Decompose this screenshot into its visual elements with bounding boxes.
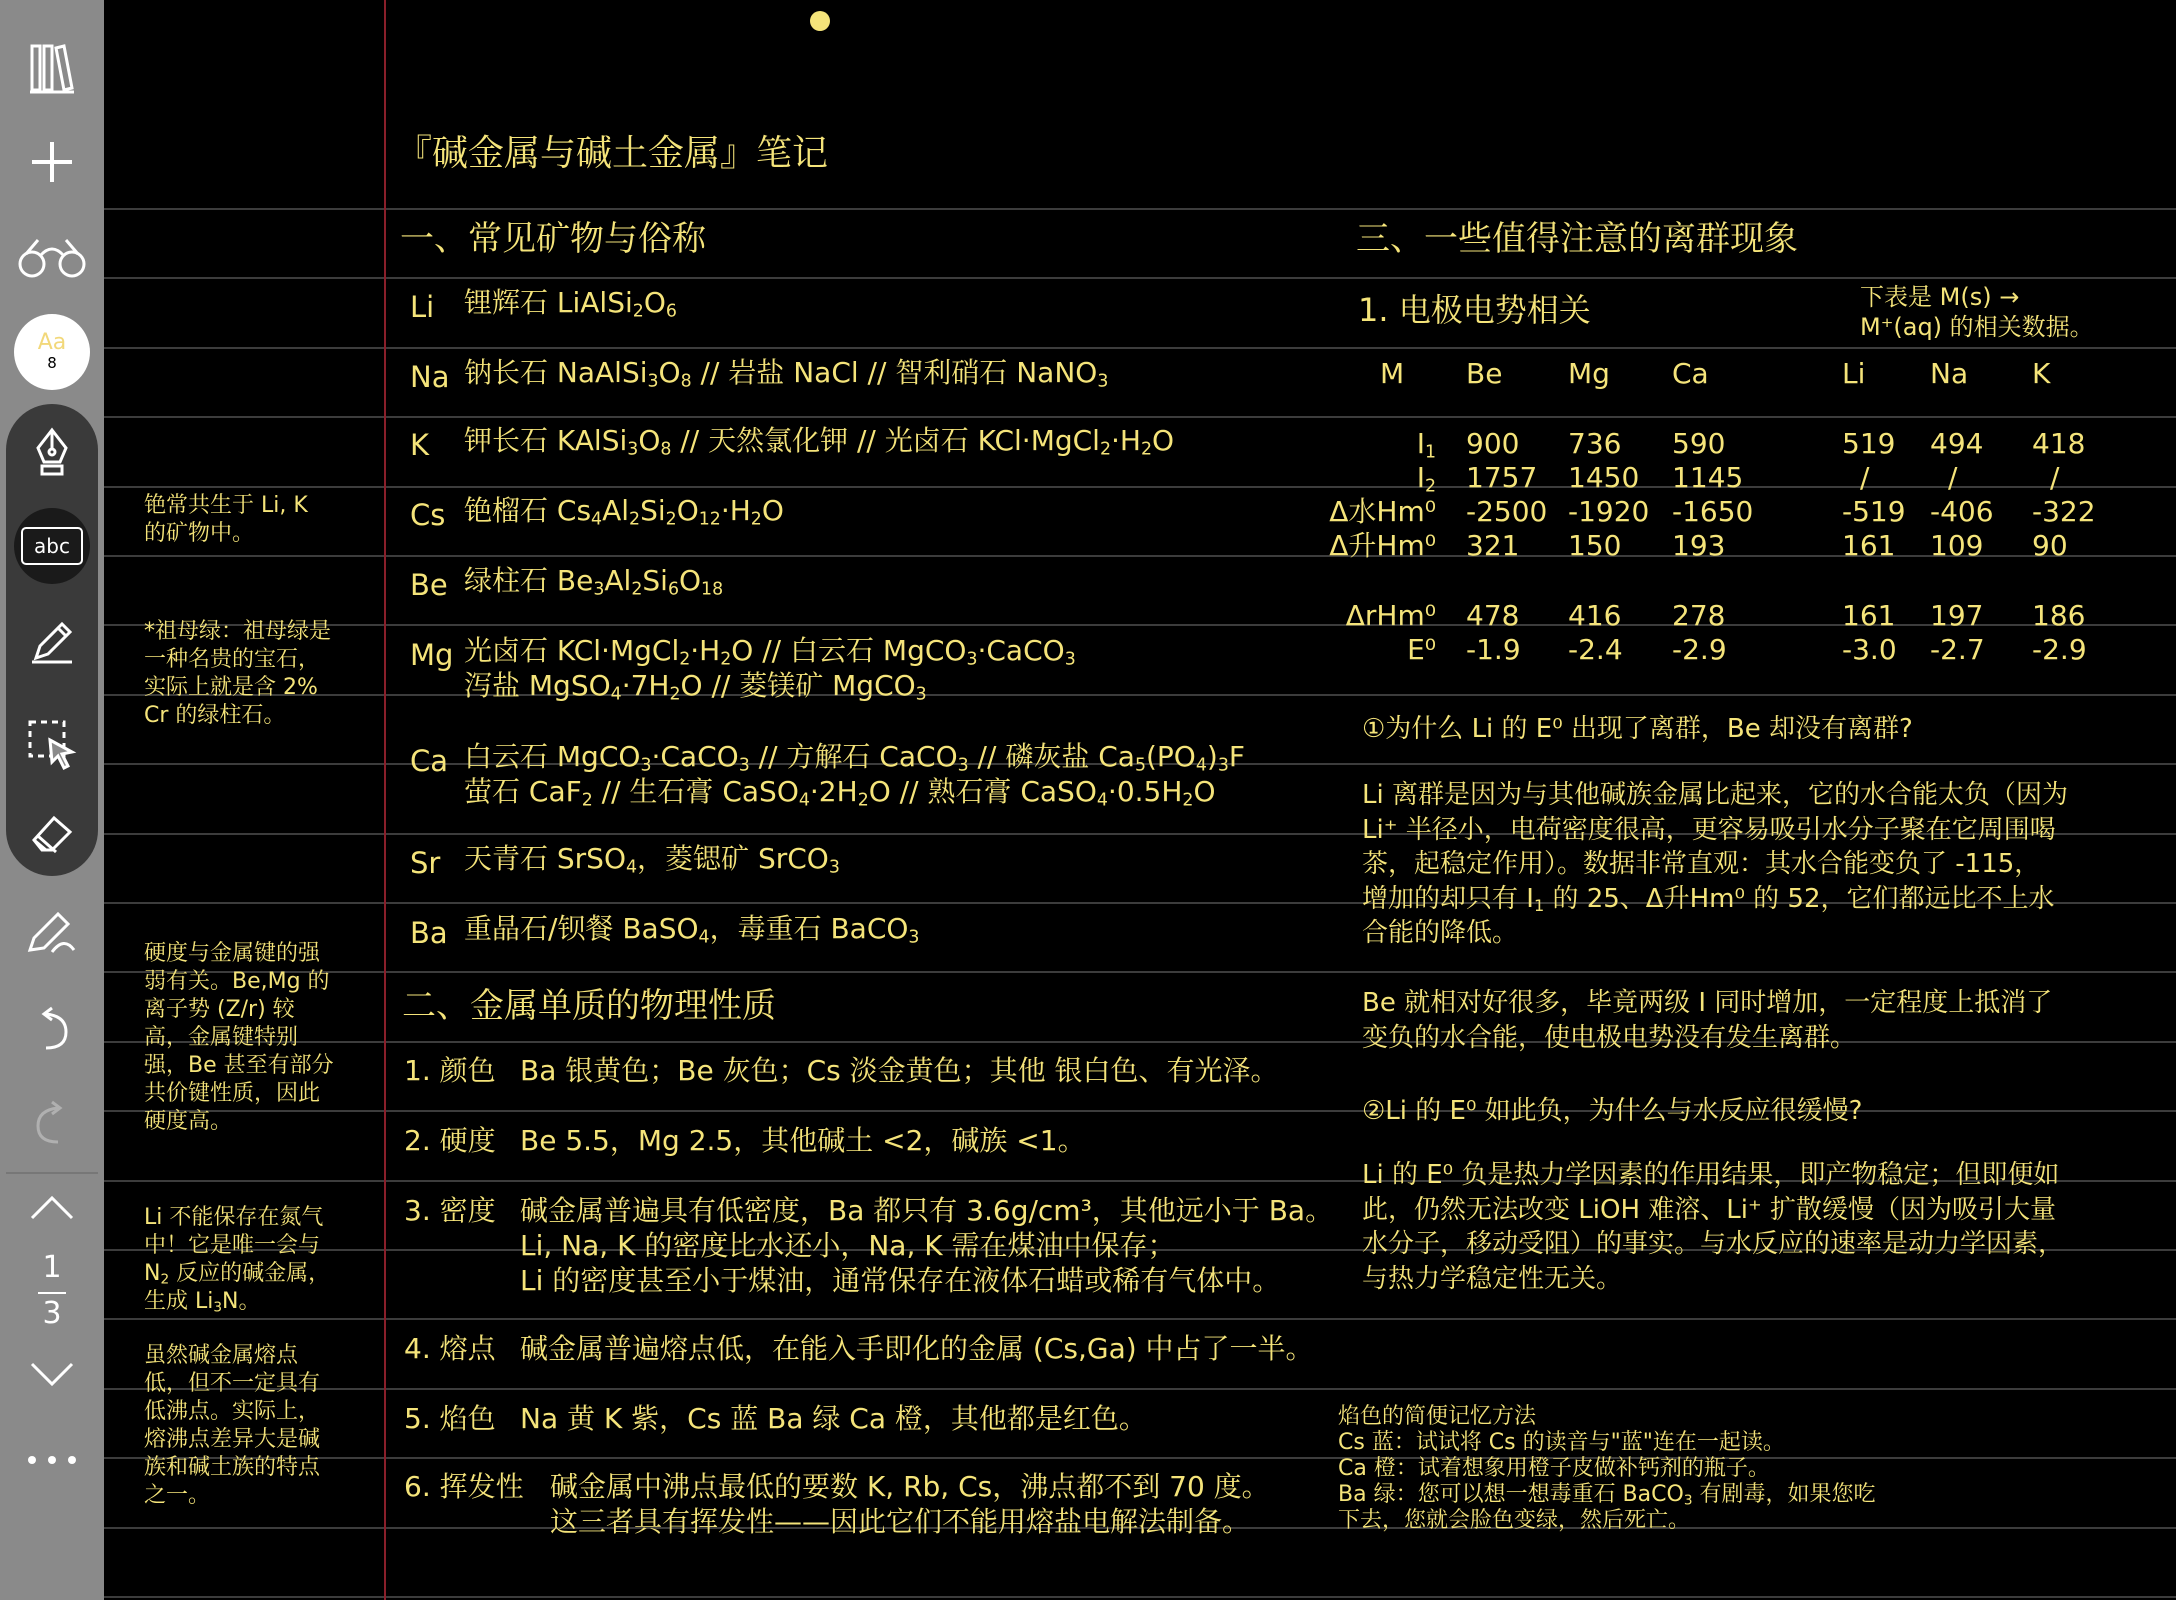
section1-heading: 一、常见矿物与俗称 [400,219,706,259]
table-row-label: Δ升Hm⁰ [1329,529,1436,562]
answer-1-line: Li⁺ 半径小，电荷密度很高，更容易吸引水分子聚在它周围喝 [1362,814,2056,845]
table-cell: -322 [2032,495,2096,528]
property-text: 碱金属普遍熔点低，在能入手即化的金属 (Cs,Ga) 中占了一半。 [520,1332,1314,1365]
answer-1-line: 合能的降低。 [1362,918,1519,949]
property-text: 碱金属中沸点最低的要数 K, Rb, Cs，沸点都不到 70 度。 [550,1470,1270,1503]
table-header: Na [1930,357,1969,390]
ruled-line [104,1457,2176,1459]
mineral-line: 钠长石 $NaAlSi_3O_8$ // 岩盐 NaCl // 智利硝石 NaNO$_3$ [464,356,1109,392]
answer-1b-line: 变负的水合能，使电极电势没有发生离群。 [1362,1022,1857,1053]
table-cell: 161 [1842,529,1896,562]
undo-icon[interactable] [0,998,104,1062]
mineral-line: 白云石 MgCO$_3$·CaCO$_3$ // 方解石 CaCO$_3$ // 磷灰盐 $Ca_5(PO_4)_3F$ [464,740,1245,776]
table-note-line: 下表是 M(s) → [1860,283,2020,311]
add-icon[interactable] [0,130,104,194]
table-row-label: E⁰ [1407,633,1436,666]
mineral-line: 天青石 SrSO$_4$，菱锶矿 SrCO$_3$ [464,842,840,878]
property-label: 5. 焰色 [404,1402,496,1435]
margin-note-line: 一种名贵的宝石， [144,647,321,672]
table-cell: 90 [2032,529,2068,562]
question-1: ①为什么 Li 的 E⁰ 出现了离群，Be 却没有离群? [1362,714,1913,744]
pencil-icon[interactable] [0,610,104,674]
ruled-line [104,694,2176,696]
element-symbol: Sr [410,846,441,880]
table-cell: 736 [1568,427,1622,460]
margin-note-line: 弱有关。Be,Mg 的 [144,969,330,994]
table-row-label: Δ水Hm⁰ [1329,495,1436,528]
table-cell: / [1860,461,1870,494]
flame-memo-line: Ba 绿：您可以想一想毒重石 BaCO$_3$ 有剧毒，如果您吃 [1338,1482,1876,1509]
property-text: Ba 银黄色；Be 灰色；Cs 淡金黄色；其他 银白色、有光泽。 [520,1054,1279,1087]
property-text: 这三者具有挥发性——因此它们不能用熔盐电解法制备。 [550,1505,1251,1538]
notebook-page[interactable] [104,0,2176,1600]
table-cell: -1.9 [1466,633,1521,666]
margin-note-line: Cr 的绿柱石。 [144,703,286,728]
ruled-line [104,1041,2176,1043]
table-cell: 478 [1466,599,1520,632]
margin-note-line: 族和碱土族的特点 [144,1455,321,1480]
answer-1-line: 增加的却只有 $I_1$ 的 25、Δ升Hm⁰ 的 52，它们都远比不上水 [1362,883,2055,915]
table-header: Be [1466,357,1503,390]
font-size-button[interactable] [14,314,90,390]
text-tool-label: abc [34,534,70,558]
mineral-line: 重晶石/钡餐 BaSO$_4$，毒重石 BaCO$_3$ [464,912,920,948]
table-header: Mg [1568,357,1610,390]
flame-memo-line: 下去，您就会脸色变绿，然后死亡。 [1338,1508,1691,1533]
flame-memo-line: Cs 蓝：试试将 Cs 的读音与"蓝"连在一起读。 [1338,1430,1785,1455]
table-header: K [2032,357,2051,390]
table-cell: -406 [1930,495,1994,528]
ruled-line [104,1318,2176,1320]
page-separator [38,1292,66,1294]
table-cell: -2.9 [2032,633,2087,666]
page-down-icon[interactable] [0,1352,104,1396]
margin-note-line: 低沸点。实际上， [144,1399,321,1424]
ruled-line [104,971,2176,973]
page-title: 『碱金属与碱土金属』笔记 [396,133,829,174]
table-cell: 150 [1568,529,1622,562]
answer-1b-line: Be 就相对好很多，毕竟两级 I 同时增加，一定程度上抵消了 [1362,988,2053,1018]
eraser-icon[interactable] [0,800,104,864]
section3-subheading: 1. 电极电势相关 [1358,291,1591,329]
margin-note-line: 实际上就是含 2% [144,675,318,700]
table-cell: 1757 [1466,461,1538,494]
element-symbol: Na [410,360,450,394]
margin-note-line: 虽然碱金属熔点 [144,1343,299,1368]
laser-pointer-dot [810,11,830,31]
margin-line [384,0,386,1600]
lasso-select-icon[interactable] [0,712,104,776]
table-cell: 418 [2032,427,2086,460]
mineral-line: 铯榴石 $Cs_4Al_2Si_2O_{12}\cdot H_2O$ [464,494,784,530]
table-cell: 416 [1568,599,1622,632]
margin-note-line: 低，但不一定具有 [144,1371,321,1396]
property-text: Li 的密度甚至小于煤油，通常保存在液体石蜡或稀有气体中。 [520,1264,1281,1297]
answer-2-line: 与热力学稳定性无关。 [1362,1263,1623,1294]
table-header: Li [1842,357,1866,390]
element-symbol: K [410,428,430,462]
answer-2-line: 水分子，移动受阻）的事实。与水反应的速率是动力学因素， [1362,1229,2065,1260]
property-label: 2. 硬度 [404,1124,496,1157]
mineral-line: 锂辉石 $LiAlSi_2O_6$ [464,286,677,322]
ruled-line [104,1596,2176,1598]
property-label: 3. 密度 [404,1194,496,1227]
margin-note-line: 熔沸点差异大是碱 [144,1427,321,1452]
property-text: Be 5.5，Mg 2.5，其他碱土 <2，碱族 <1。 [520,1124,1086,1157]
property-label: 1. 颜色 [404,1054,496,1087]
current-page: 1 [42,1250,62,1285]
mineral-line: 光卤石 $KCl\cdot MgCl_2\cdot H_2O$ // 白云石 MgCO$_3$·CaCO$_3$ [464,634,1076,670]
margin-note-line: $N_2$ 反应的碱金属， [144,1261,331,1288]
mineral-line: 泻盐 $MgSO_4\cdot 7H_2O$ // 菱镁矿 MgCO$_3$ [464,669,927,705]
binoculars-icon[interactable] [0,226,104,290]
margin-note-line: Li 不能保存在氮气 [144,1205,324,1230]
margin-note-line: 中！它是唯一会与 [144,1233,321,1258]
library-icon[interactable] [0,36,104,100]
font-size-value: 8 [47,354,57,372]
ruled-line [104,1388,2176,1390]
table-cell: 519 [1842,427,1896,460]
answer-2-line: Li 的 E⁰ 负是热力学因素的作用结果，即产物稳定；但即便如 [1362,1160,2060,1190]
table-cell: / [2050,461,2060,494]
page-navigator [6,1172,98,1414]
highlighter-icon[interactable] [0,900,104,964]
table-cell: -2500 [1466,495,1548,528]
table-header: Ca [1672,357,1709,390]
element-symbol: Be [410,568,448,602]
table-cell: 197 [1930,599,1984,632]
ruled-line [104,277,2176,279]
table-cell: 161 [1842,599,1896,632]
table-note-line: M⁺(aq) 的相关数据。 [1860,313,2094,341]
table-cell: 109 [1930,529,1984,562]
table-cell: 193 [1672,529,1726,562]
property-label: 6. 挥发性 [404,1470,524,1503]
total-pages: 3 [42,1296,62,1331]
table-cell: 278 [1672,599,1726,632]
table-cell: 900 [1466,427,1520,460]
answer-2-line: 此，仍然无法改变 LiOH 难溶、Li⁺ 扩散缓慢（因为吸引大量 [1362,1194,2056,1225]
margin-note-line: 硬度与金属键的强 [144,941,321,966]
margin-note-line: 生成 $Li_3N$。 [144,1289,261,1316]
margin-note-line: 强，Be 甚至有部分 [144,1053,334,1078]
table-header: M [1380,357,1405,390]
margin-note-line: 高，金属键特别 [144,1025,299,1050]
element-symbol: Mg [410,638,454,672]
table-cell: -1650 [1672,495,1754,528]
ruled-line [104,1110,2176,1112]
table-cell: -2.4 [1568,633,1623,666]
property-text: Li, Na, K 的密度比水还小，Na, K 需在煤油中保存； [520,1229,1176,1262]
toolbar [0,0,104,1600]
table-cell: -3.0 [1842,633,1897,666]
element-symbol: Li [410,290,435,324]
ruled-line [104,347,2176,349]
margin-note-line: 之一。 [144,1483,211,1508]
mineral-line: 绿柱石 $Be_3Al_2Si_6O_{18}$ [464,564,724,600]
table-cell: 494 [1930,427,1984,460]
table-cell: / [1948,461,1958,494]
margin-note-line: *祖母绿：祖母绿是 [144,619,332,644]
table-cell: -519 [1842,495,1906,528]
table-row-label: $I_2$ [1416,461,1436,497]
element-symbol: Cs [410,498,446,532]
ruled-line [104,416,2176,418]
font-size-label: Aa [37,330,67,355]
redo-icon[interactable] [0,1092,104,1156]
property-label: 4. 熔点 [404,1332,496,1365]
element-symbol: Ba [410,916,448,950]
property-text: Na 黄 K 紫，Cs 蓝 Ba 绿 Ca 橙，其他都是红色。 [520,1402,1147,1435]
element-symbol: Ca [410,744,449,778]
mineral-line: 钾长石 $KAlSi_3O_8$ // 天然氯化钾 // 光卤石 $KCl\cdot MgCl_2\cdot H_2O$ [464,424,1175,460]
table-cell: 1145 [1672,461,1744,494]
answer-1-line: 茶，起稳定作用）。数据非常直观：其水合能变负了 -115， [1362,849,2041,880]
text-tool-button[interactable] [14,508,90,584]
property-text: 碱金属普遍具有低密度，Ba 都只有 3.6g/cm³，其他远小于 Ba。 [520,1194,1334,1227]
section3-heading: 三、一些值得注意的离群现象 [1356,219,1798,259]
ruled-line [104,208,2176,210]
margin-note-line: 的矿物中。 [144,521,255,546]
mineral-line: 萤石 CaF$_2$ // 生石膏 $CaSO_4\cdot 2H_2O$ // 熟石膏 $CaSO_4\cdot 0.5H_2O$ [464,775,1216,811]
flame-memo-line: 焰色的简便记忆方法 [1338,1404,1537,1429]
table-row-label: $I_1$ [1416,427,1436,463]
question-2: ②Li 的 E⁰ 如此负，为什么与水反应很缓慢? [1362,1096,1863,1126]
page-up-icon[interactable] [0,1186,104,1230]
table-cell: -1920 [1568,495,1650,528]
margin-note-line: 离子势 (Z/r) 较 [144,997,295,1022]
table-cell: -2.7 [1930,633,1985,666]
flame-memo-line: Ca 橙：试着想象用橙子皮做补钙剂的瓶子。 [1338,1456,1770,1481]
table-cell: 321 [1466,529,1520,562]
fountain-pen-icon[interactable] [0,420,104,484]
answer-1-line: Li 离群是因为与其他碱族金属比起来，它的水合能太负（因为 [1362,780,2068,810]
table-row-label: ΔrHm⁰ [1345,599,1436,632]
table-cell: 590 [1672,427,1726,460]
margin-note-line: 硬度高。 [144,1109,233,1134]
margin-note-line: 铯常共生于 Li, K [144,493,308,518]
section2-heading: 二、金属单质的物理性质 [402,986,776,1026]
more-icon[interactable] [0,1436,104,1484]
table-cell: 186 [2032,599,2086,632]
table-cell: 1450 [1568,461,1640,494]
margin-note-line: 共价键性质，因此 [144,1081,321,1106]
table-cell: -2.9 [1672,633,1727,666]
